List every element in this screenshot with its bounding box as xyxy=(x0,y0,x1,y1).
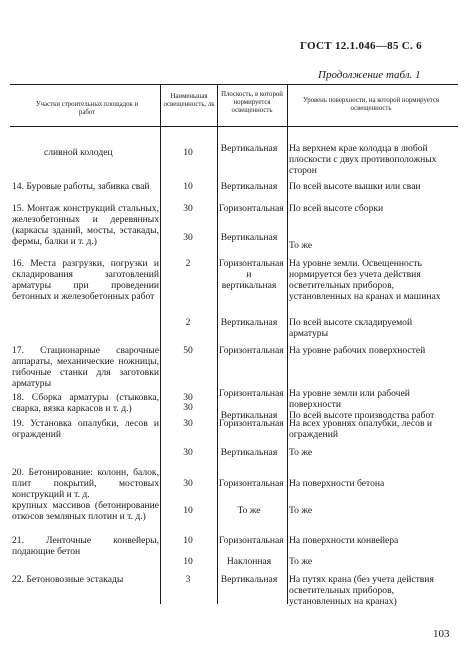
column-header-lux: Наименьшая освещенность, лк xyxy=(163,93,215,109)
table-row-level: На уровне земли. Освещенность нормируется без учета действия осветительных приборов, установленных на кранах и машинах xyxy=(289,258,441,302)
table-row-lux: 30 xyxy=(183,418,193,429)
table-row-level: На поверхности конвейера xyxy=(289,535,399,546)
table-row-work: 20. Бетонирование: колонн, балок, плит покрытий, мостовых конструкций и т. д. xyxy=(12,467,159,500)
table-row-plane: Горизонтальная xyxy=(219,345,284,356)
table-row-plane: Наклонная xyxy=(226,556,272,567)
table-row-lux: 30 xyxy=(183,232,193,243)
table-row-work: 14. Буровые работы, забивка свай xyxy=(12,181,150,192)
table-row-lux: 2 xyxy=(185,317,191,328)
table-row-plane: Вертикальная xyxy=(220,317,278,328)
table-row-lux: 30 xyxy=(183,478,193,489)
table-row-work: крупных массивов (бетонирование откосов земляных плотин и т. д.) xyxy=(12,500,159,522)
column-header-plane: Плоскость, в которой нормируется освещенность xyxy=(221,91,283,115)
table-row-lux: 10 xyxy=(183,147,193,158)
document-code: ГОСТ 12.1.046—85 С. 6 xyxy=(300,40,422,52)
table-row-level: То же xyxy=(289,240,313,251)
table-row-plane: Вертикальная xyxy=(220,143,278,154)
table-row-lux: 50 xyxy=(183,345,193,356)
table-row-work: 19. Установка опалубки, лесов и ограждений xyxy=(12,418,159,440)
table-row-lux: 10 xyxy=(183,505,193,516)
table-row-level: По всей высоте сборки xyxy=(289,203,384,214)
table-row-lux: 30 xyxy=(183,447,193,458)
column-header-work: Участки строительных площадок и работ xyxy=(35,101,139,117)
table-row-plane: Вертикальная xyxy=(220,232,278,243)
column-header-level: Уровень поверхности, на которой нормируется освещенность xyxy=(302,97,439,113)
table-row-work: 16. Места разгрузки, погрузки и складирования заготовлений арматуры при проведении бетонных и железобетонных работ xyxy=(12,258,159,302)
table-row-lux: 30 xyxy=(183,392,193,403)
table-row-plane: Горизонтальная и вертикальная xyxy=(219,258,284,291)
header-bottom-rule xyxy=(10,126,458,127)
column-divider xyxy=(160,84,161,604)
table-row-level: То же xyxy=(289,556,313,567)
table-row-level: На всех уровнях опалубки, лесов и ограждений xyxy=(289,418,433,440)
table-row-plane: Горизонтальная xyxy=(219,203,284,214)
table-row-plane: Вертикальная xyxy=(220,410,278,421)
table-row-work: 17. Стационарные сварочные аппараты, механические ножницы, гибочные станки для заготовки арматуры xyxy=(12,345,159,389)
table-row-lux: 10 xyxy=(183,556,193,567)
table-row-work: сливной колодец xyxy=(44,147,113,158)
page-number: 103 xyxy=(433,628,450,640)
table-row-plane: Горизонтальная xyxy=(219,535,284,546)
table-row-plane: Вертикальная xyxy=(220,574,278,585)
column-divider xyxy=(217,84,218,604)
table-row-plane: Горизонтальная xyxy=(219,418,284,429)
table-row-work: 18. Сборка арматуры (стыковка, сварка, вязка каркасов и т. д.) xyxy=(12,392,159,414)
table-row-level: То же xyxy=(289,505,313,516)
table-row-plane: То же xyxy=(237,505,261,516)
table-row-work: 21. Ленточные конвейеры, подающие бетон xyxy=(12,535,159,557)
table-top-rule xyxy=(10,84,458,85)
table-row-work: 22. Бетоновозные эстакады xyxy=(12,574,124,585)
table-row-plane: Горизонтальная xyxy=(219,388,284,399)
table-row-level: На путях крана (без учета действия осветительных приборов, установленных на кранах) xyxy=(289,574,434,607)
table-continuation-note: Продолжение табл. 1 xyxy=(318,69,421,81)
table-row-lux: 2 xyxy=(185,258,191,269)
table-row-level: На уровне рабочих поверхностей xyxy=(289,345,426,356)
table-row-lux: 30 xyxy=(183,402,193,413)
table-row-level: На верхнем крае колодца в любой плоскости с двух противоположных сторон xyxy=(289,143,437,176)
table-row-level: По всей высоте производства работ xyxy=(289,410,435,421)
table-row-plane: Вертикальная xyxy=(220,447,278,458)
table-row-lux: 3 xyxy=(185,574,191,585)
table-row-work: 15. Монтаж конструкций стальных, железобетонных и деревянных (каркасы зданий, мосты, эстакады, фермы, балки и т. д.) xyxy=(12,203,159,247)
table-row-level: По всей высоте вышки или сваи xyxy=(289,181,421,192)
table-row-lux: 30 xyxy=(183,203,193,214)
table-row-level: То же xyxy=(289,447,313,458)
table-row-level: По всей высоте складируемой арматуры xyxy=(289,317,413,339)
table-row-level: На уровне земли или рабочей поверхности xyxy=(289,388,410,410)
table-row-level: На поверхности бетона xyxy=(289,478,385,489)
table-row-lux: 10 xyxy=(183,181,193,192)
table-row-plane: Горизонтальная xyxy=(219,478,284,489)
table-row-lux: 10 xyxy=(183,535,193,546)
table-row-plane: Вертикальная xyxy=(220,181,278,192)
